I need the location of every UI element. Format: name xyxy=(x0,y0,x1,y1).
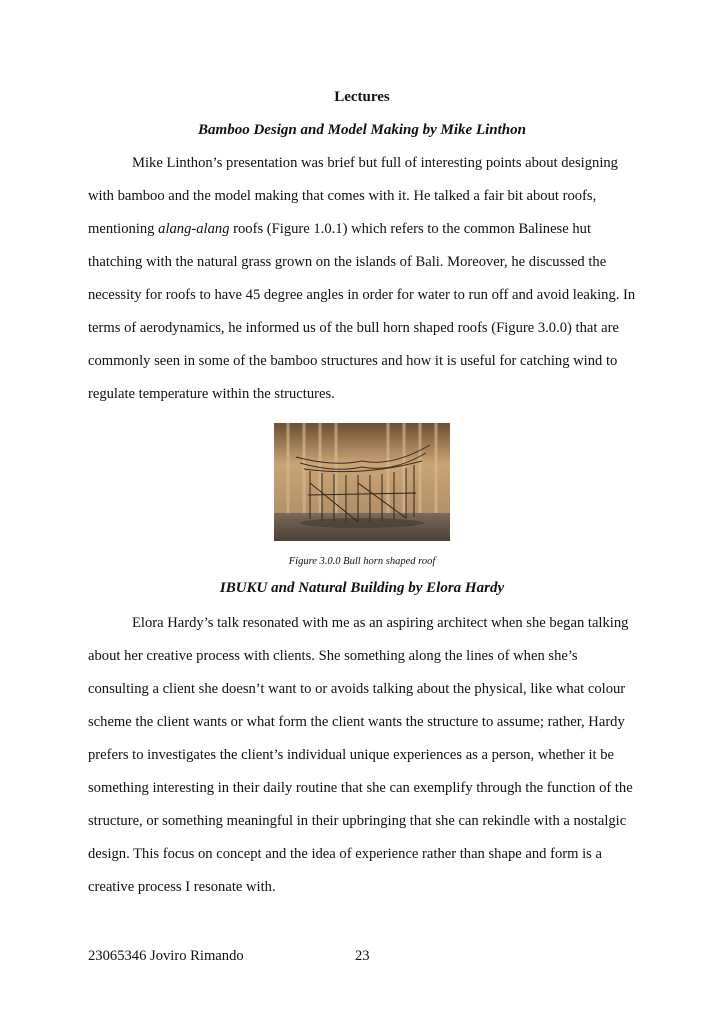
page-title: Lectures xyxy=(334,89,390,105)
body-text: roofs (Figure 1.0.1) which refers to the common Balinese hut thatching with the natural grass grown on the islands of Bali. Moreover, he discussed the necessity for roofs to have 45 degree angles in order for water to run off and avoid leaking. In terms of aerodynamics, he informed us of the bull horn shaped roofs (Figure 3.0.0) that are commonly seen in some of the bamboo structures and how it is useful for catching wind to regulate temperature within the structures. xyxy=(88,221,636,402)
paragraph-bamboo xyxy=(88,147,636,411)
bamboo-model-photo-icon xyxy=(274,423,450,541)
footer-author: 23065346 Joviro Rimando xyxy=(88,948,244,964)
paragraph-bamboo-text xyxy=(88,147,636,411)
italic-term: alang-alang xyxy=(158,221,230,237)
paragraph-ibuku xyxy=(88,607,636,904)
figure-caption: Figure 3.0.0 Bull horn shaped roof xyxy=(288,556,436,567)
page-number: 23 xyxy=(355,948,370,964)
section-title-bamboo: Bamboo Design and Model Making by Mike Linthon xyxy=(198,122,526,138)
body-text: Mike Linthon’s presentation was brief but full of interesting points about designing with bamboo and the model making that comes with it. He talked a fair bit about roofs, mentioning xyxy=(88,155,618,237)
bamboo-model-photo xyxy=(274,423,450,541)
section-title-ibuku: IBUKU and Natural Building by Elora Hardy xyxy=(219,580,505,596)
paragraph-ibuku-text: Elora Hardy’s talk resonated with me as an aspiring architect when she began talking about her creative process with clients. She something along the lines of when she’s consulting a client she doesn’t want to or avoids talking about the physical, like what colour scheme the client wants or what form the client wants the structure to assume; rather, Hardy prefers to investigates the client’s individual unique experiences as a person, whether it be something interesting in their daily routine that she can exemplify through the function of the structure, or something meaningful in their upbringing that she can rekindle with a nostalgic design. This focus on concept and the idea of experience rather than shape and form is a creative process I resonate with. xyxy=(88,615,633,895)
